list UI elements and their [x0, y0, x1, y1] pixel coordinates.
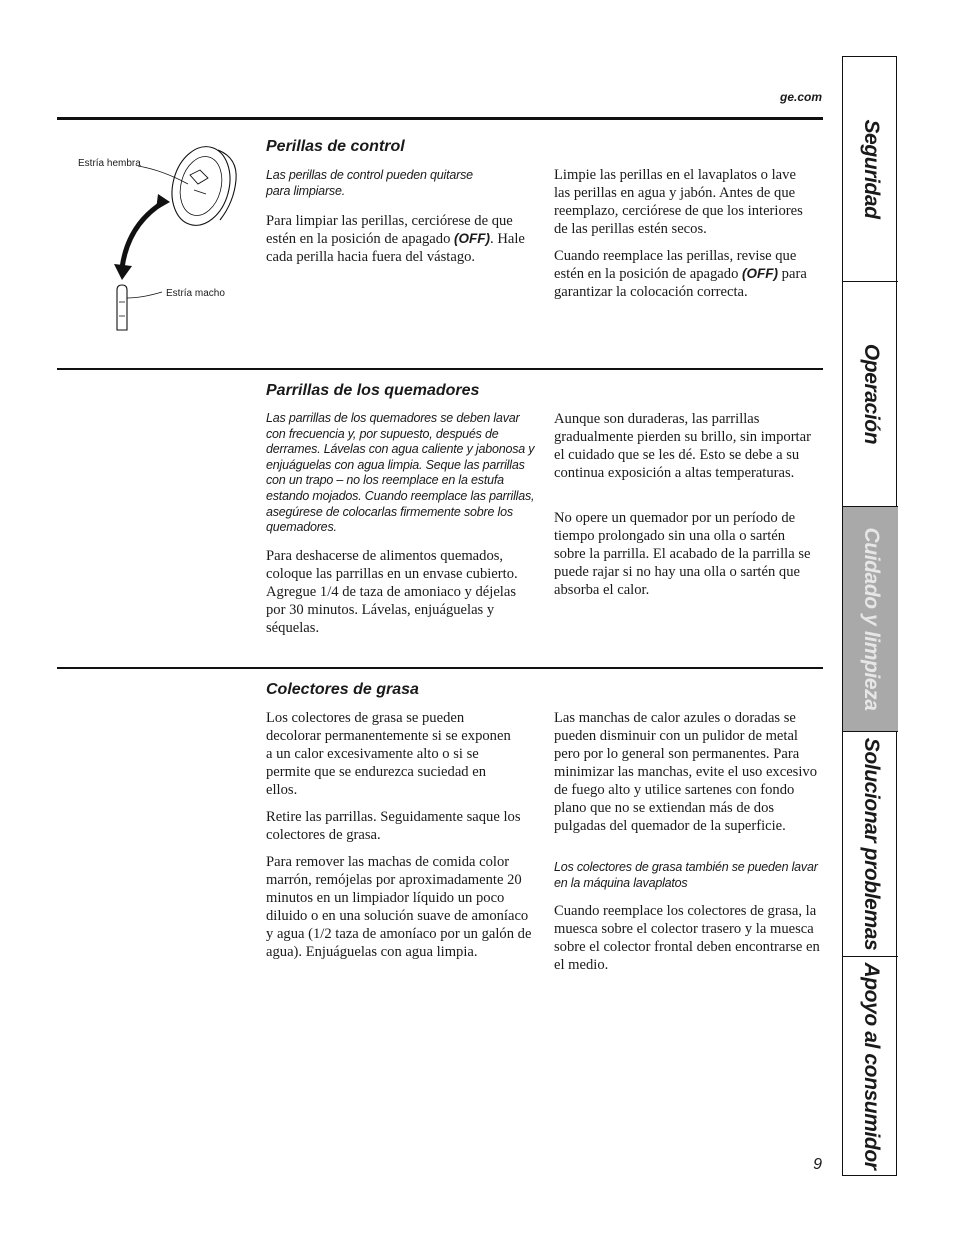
section-divider: [57, 667, 823, 669]
off-label: (OFF): [742, 266, 779, 281]
paragraph-perillas-left: Para limpiar las perillas, cerciórese de que estén en la posición de apagado (OFF). Hale cada perilla hacia fuera del vástago.: [266, 213, 525, 265]
sidebar-tab-cuidado-y-limpieza[interactable]: [843, 507, 898, 732]
sidebar-tab-operacion[interactable]: [843, 282, 898, 507]
section-title-colectores: Colectores de grasa: [266, 681, 419, 698]
sidebar-tab-label: Cuidado y limpieza: [859, 527, 883, 711]
section-title-parrillas: Parrillas de los quemadores: [266, 382, 480, 399]
sidebar-tab-seguridad[interactable]: [843, 57, 898, 282]
top-rule: [57, 117, 823, 120]
sidebar-nav: [842, 56, 897, 1176]
note-parrillas: Las parrillas de los quemadores se deben lavar con frecuencia y, por supuesto, después de derrames. Lávelas con agua caliente y jabonosa y enjuáguelas con agua limpia. Seque las parrillas con un trapo – no los reemplace en la estufa estando mojados. Cuando reemplace las parrillas, asegúrese de colocarlas firmemente sobre los quemadores.: [266, 411, 535, 535]
sidebar-tab-label: Solucionar problemas: [859, 737, 883, 951]
section-divider: [57, 368, 823, 370]
page-number: 9: [813, 1156, 822, 1173]
sidebar-tab-apoyo-al-consumidor[interactable]: [843, 957, 898, 1175]
paragraph-colectores-left-3: Para remover las machas de comida color marrón, remójelas por aproximadamente 20 minutos en un limpiador líquido un poco diluido o en una solución suave de amoníaco y agua (1/2 taza de amoníaco por un galón de agua). Enjuáguelas con agua limpia.: [266, 854, 532, 960]
sidebar-tab-label: Apoyo al consumidor: [859, 962, 883, 1170]
paragraph-parrillas-left: Para deshacerse de alimentos quemados, coloque las parrillas en un envase cubierto. Agregue 1/4 de taza de amoniaco y déjelas por 30 minutos. Lávelas, enjuáguelas y séquelas.: [266, 548, 518, 636]
section-title-perillas: Perillas de control: [266, 138, 405, 155]
paragraph-perillas-right-2: Cuando reemplace las perillas, revise que estén en la posición de apagado (OFF) para garantizar la colocación correcta.: [554, 248, 807, 300]
figure-label-male-spline: Estría macho: [166, 288, 225, 299]
note-colectores: Los colectores de grasa también se pueden lavar en la máquina lavaplatos: [554, 860, 818, 890]
paragraph-colectores-right-2: Cuando reemplace los colectores de grasa, la muesca sobre el colector trasero y la muesca sobre el colector frontal deben encontrarse en el medio.: [554, 903, 820, 973]
sidebar-tab-solucionar-problemas[interactable]: [843, 732, 898, 957]
site-url: ge.com: [779, 90, 822, 104]
sidebar-tab-label: Operación: [859, 343, 883, 445]
note-perillas: Las perillas de control pueden quitarse para limpiarse.: [266, 168, 473, 198]
figure-label-female-spline: Estría hembra: [78, 158, 141, 169]
paragraph-parrillas-right-1: Aunque son duraderas, las parrillas gradualmente pierden su brillo, sin importar el cuidado que se les dé. Esto se debe a su continua exposición a altas temperaturas.: [554, 411, 811, 481]
off-label: (OFF): [454, 231, 491, 246]
sidebar-tab-label: Seguridad: [859, 119, 883, 219]
paragraph-perillas-right-1: Limpie las perillas en el lavaplatos o lave las perillas en agua y jabón. Antes de que reemplazo, cerciórese de que los interiores de las perillas estén secos.: [554, 167, 803, 237]
paragraph-colectores-right-1: Las manchas de calor azules o doradas se pueden disminuir con un pulidor de metal pero por lo general son permanentes. Para minimizar las manchas, evite el uso excesivo de fuego alto y utilice sartenes con fondo plano que no se extiendan más de dos pulgadas del quemador de la superficie.: [554, 710, 818, 834]
paragraph-parrillas-right-2: No opere un quemador por un período de tiempo prolongado sin una olla o sartén sobre la parrilla. El acabado de la parrilla se puede rajar si no hay una olla o sartén que absorba el calor.: [554, 510, 811, 598]
paragraph-colectores-left-2: Retire las parrillas. Seguidamente saque los colectores de grasa.: [266, 809, 521, 843]
knob-illustration: [70, 140, 260, 340]
paragraph-colectores-left-1: Los colectores de grasa se pueden decolorar permanentemente si se exponen a un calor excesivamente alto o si se permite que se endurezca suciedad en ellos.: [266, 710, 511, 798]
